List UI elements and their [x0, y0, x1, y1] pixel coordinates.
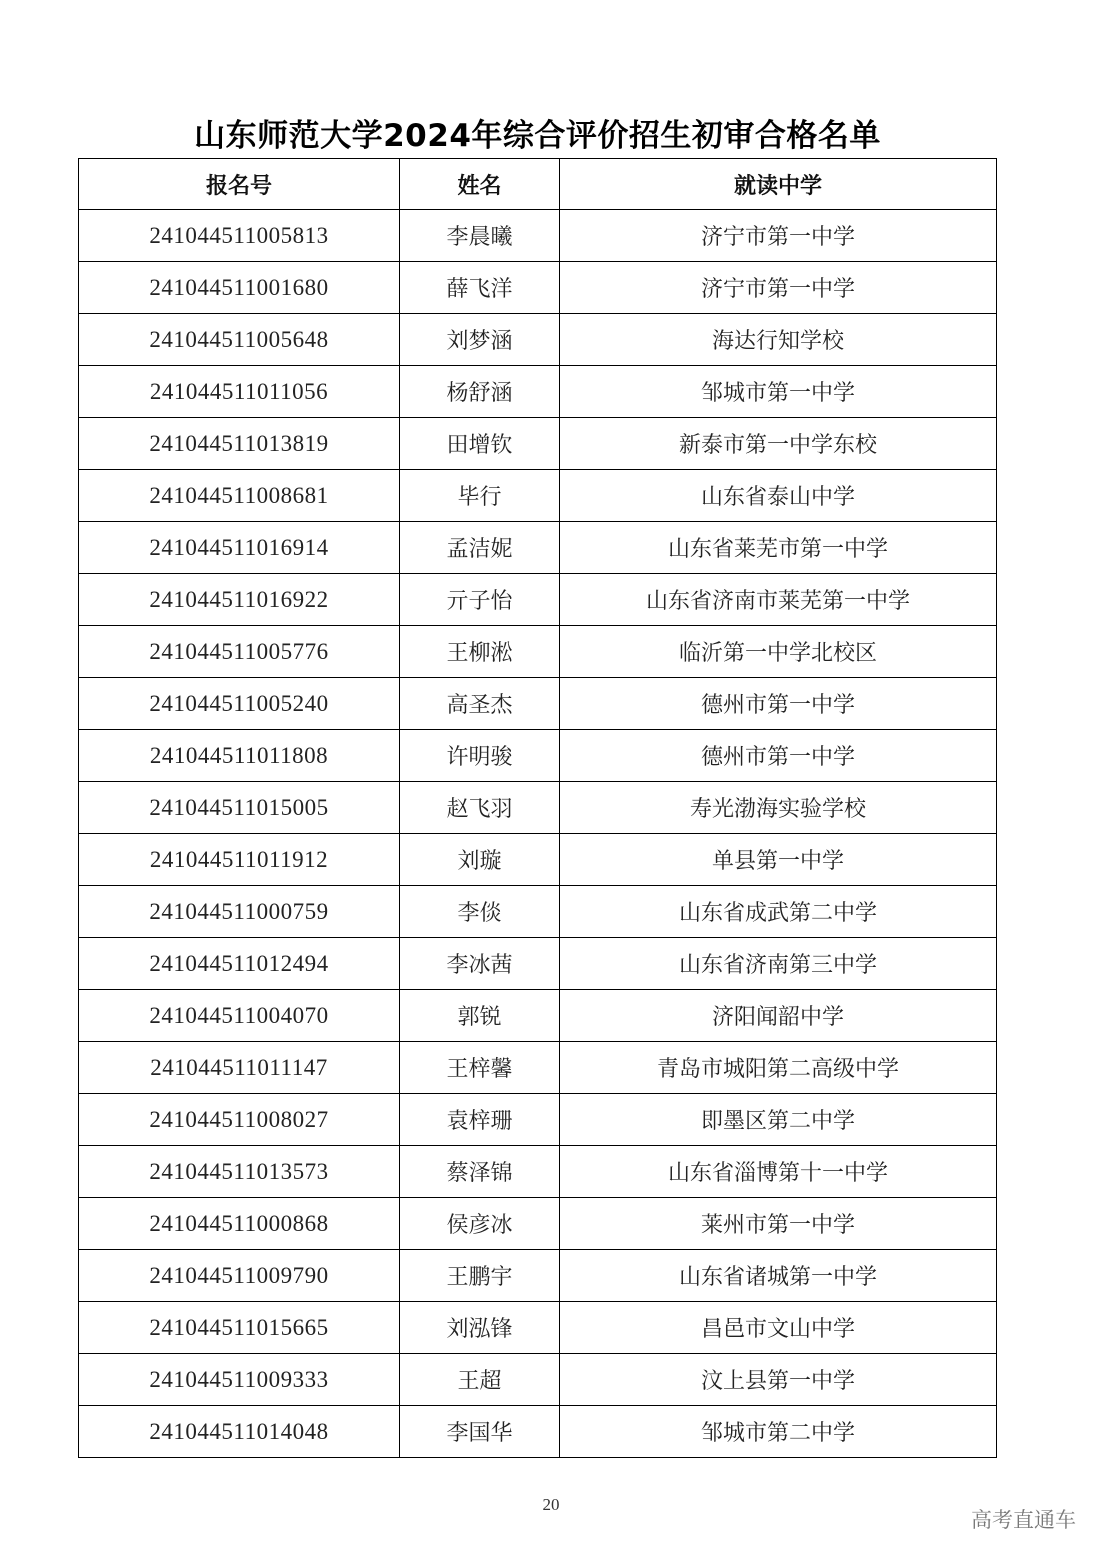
table-row — [79, 938, 997, 990]
table-row — [79, 1302, 997, 1354]
table-header-row — [79, 159, 997, 210]
student-name-cell: 赵飞羽 — [400, 782, 560, 834]
student-name-cell: 刘璇 — [400, 834, 560, 886]
table-row — [79, 626, 997, 678]
student-name-cell: 侯彦冰 — [400, 1198, 560, 1250]
registration-number-cell: 241044511000759 — [79, 886, 400, 938]
header-school: 就读中学 — [560, 159, 997, 210]
student-name-cell: 王梓馨 — [400, 1042, 560, 1094]
registration-number-cell: 241044511004070 — [79, 990, 400, 1042]
school-name-cell: 新泰市第一中学东校 — [560, 418, 997, 470]
registration-number-cell: 241044511015665 — [79, 1302, 400, 1354]
header-name: 姓名 — [400, 159, 560, 210]
table-row — [79, 210, 997, 262]
table-row — [79, 1354, 997, 1406]
registration-number-cell: 241044511008027 — [79, 1094, 400, 1146]
school-name-cell: 德州市第一中学 — [560, 678, 997, 730]
table-row — [79, 418, 997, 470]
table-row — [79, 574, 997, 626]
table-row — [79, 1406, 997, 1458]
table-row — [79, 1094, 997, 1146]
student-name-cell: 李冰茜 — [400, 938, 560, 990]
table-row — [79, 1250, 997, 1302]
student-name-cell: 蔡泽锦 — [400, 1146, 560, 1198]
school-name-cell: 山东省莱芜市第一中学 — [560, 522, 997, 574]
table-row — [79, 782, 997, 834]
registration-number-cell: 241044511015005 — [79, 782, 400, 834]
school-name-cell: 海达行知学校 — [560, 314, 997, 366]
table-row — [79, 1198, 997, 1250]
school-name-cell: 临沂第一中学北校区 — [560, 626, 997, 678]
school-name-cell: 山东省济南市莱芜第一中学 — [560, 574, 997, 626]
student-name-cell: 王鹏宇 — [400, 1250, 560, 1302]
school-name-cell: 山东省淄博第十一中学 — [560, 1146, 997, 1198]
registration-number-cell: 241044511000868 — [79, 1198, 400, 1250]
table-row — [79, 470, 997, 522]
student-name-cell: 刘泓锋 — [400, 1302, 560, 1354]
registration-number-cell: 241044511009333 — [79, 1354, 400, 1406]
table-row — [79, 886, 997, 938]
school-name-cell: 山东省成武第二中学 — [560, 886, 997, 938]
student-name-cell: 郭锐 — [400, 990, 560, 1042]
school-name-cell: 山东省济南第三中学 — [560, 938, 997, 990]
table-row — [79, 678, 997, 730]
student-name-cell: 袁梓珊 — [400, 1094, 560, 1146]
school-name-cell: 济宁市第一中学 — [560, 262, 997, 314]
table-row — [79, 314, 997, 366]
student-name-cell: 王超 — [400, 1354, 560, 1406]
registration-number-cell: 241044511012494 — [79, 938, 400, 990]
registration-number-cell: 241044511011912 — [79, 834, 400, 886]
registration-number-cell: 241044511011147 — [79, 1042, 400, 1094]
registration-number-cell: 241044511011808 — [79, 730, 400, 782]
school-name-cell: 济阳闻韶中学 — [560, 990, 997, 1042]
student-name-cell: 李晨曦 — [400, 210, 560, 262]
admission-list-table — [78, 158, 997, 1458]
school-name-cell: 青岛市城阳第二高级中学 — [560, 1042, 997, 1094]
student-name-cell: 许明骏 — [400, 730, 560, 782]
student-name-cell: 李倓 — [400, 886, 560, 938]
registration-number-cell: 241044511005648 — [79, 314, 400, 366]
registration-number-cell: 241044511001680 — [79, 262, 400, 314]
school-name-cell: 寿光渤海实验学校 — [560, 782, 997, 834]
registration-number-cell: 241044511009790 — [79, 1250, 400, 1302]
registration-number-cell: 241044511014048 — [79, 1406, 400, 1458]
watermark: 高考直通车 — [971, 1508, 1076, 1532]
registration-number-cell: 241044511016922 — [79, 574, 400, 626]
table-row — [79, 366, 997, 418]
student-name-cell: 毕行 — [400, 470, 560, 522]
table-row — [79, 730, 997, 782]
header-registration-number: 报名号 — [79, 159, 400, 210]
registration-number-cell: 241044511005813 — [79, 210, 400, 262]
registration-number-cell: 241044511013573 — [79, 1146, 400, 1198]
school-name-cell: 山东省泰山中学 — [560, 470, 997, 522]
registration-number-cell: 241044511016914 — [79, 522, 400, 574]
school-name-cell: 德州市第一中学 — [560, 730, 997, 782]
school-name-cell: 莱州市第一中学 — [560, 1198, 997, 1250]
student-name-cell: 刘梦涵 — [400, 314, 560, 366]
document-title: 山东师范大学2024年综合评价招生初审合格名单 — [194, 118, 881, 154]
table-row — [79, 522, 997, 574]
student-name-cell: 王柳淞 — [400, 626, 560, 678]
student-name-cell: 孟洁妮 — [400, 522, 560, 574]
school-name-cell: 汶上县第一中学 — [560, 1354, 997, 1406]
table-row — [79, 1042, 997, 1094]
school-name-cell: 济宁市第一中学 — [560, 210, 997, 262]
student-name-cell: 李国华 — [400, 1406, 560, 1458]
school-name-cell: 邹城市第一中学 — [560, 366, 997, 418]
student-name-cell: 亓子怡 — [400, 574, 560, 626]
school-name-cell: 即墨区第二中学 — [560, 1094, 997, 1146]
registration-number-cell: 241044511008681 — [79, 470, 400, 522]
student-name-cell: 田增钦 — [400, 418, 560, 470]
school-name-cell: 山东省诸城第一中学 — [560, 1250, 997, 1302]
table-row — [79, 262, 997, 314]
table-row — [79, 1146, 997, 1198]
student-name-cell: 高圣杰 — [400, 678, 560, 730]
student-name-cell: 薛飞洋 — [400, 262, 560, 314]
table-row — [79, 990, 997, 1042]
page-number: 20 — [542, 1495, 560, 1514]
school-name-cell: 邹城市第二中学 — [560, 1406, 997, 1458]
student-name-cell: 杨舒涵 — [400, 366, 560, 418]
table-row — [79, 834, 997, 886]
school-name-cell: 昌邑市文山中学 — [560, 1302, 997, 1354]
table-body — [79, 210, 997, 1458]
registration-number-cell: 241044511013819 — [79, 418, 400, 470]
registration-number-cell: 241044511011056 — [79, 366, 400, 418]
registration-number-cell: 241044511005240 — [79, 678, 400, 730]
registration-number-cell: 241044511005776 — [79, 626, 400, 678]
school-name-cell: 单县第一中学 — [560, 834, 997, 886]
